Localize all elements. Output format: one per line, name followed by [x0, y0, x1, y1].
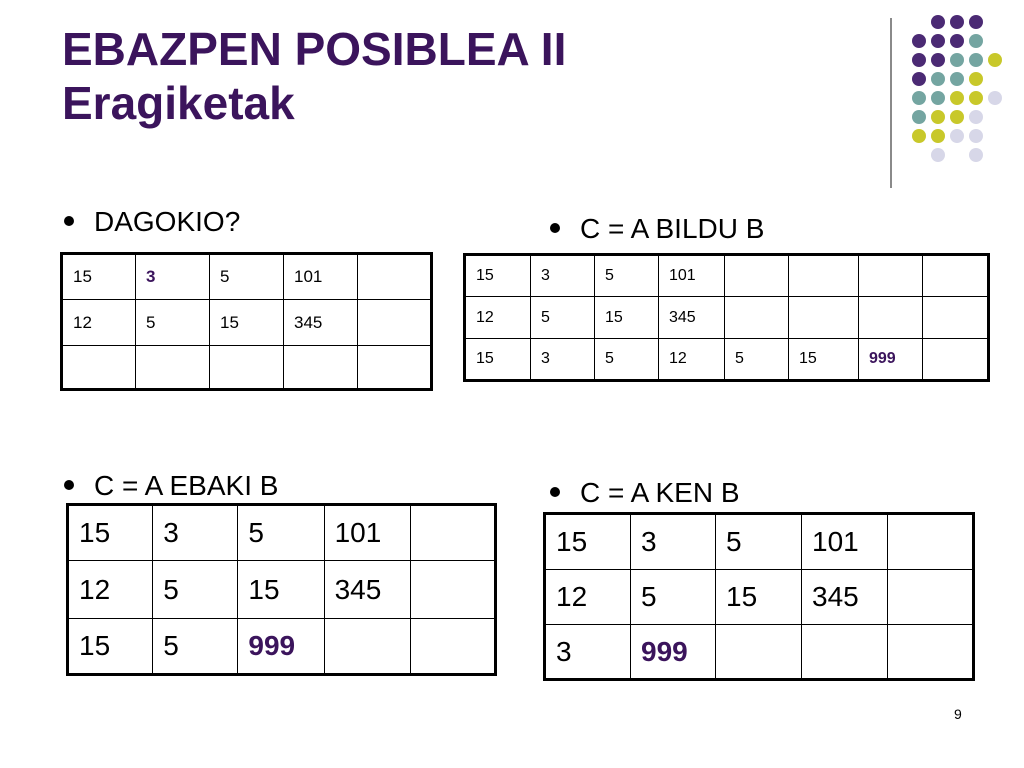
table-cell [789, 297, 859, 339]
decorative-dot [950, 15, 964, 29]
slide-title [62, 22, 566, 130]
table-cell: 15 [545, 514, 631, 570]
table-cell: 345 [284, 300, 358, 346]
table-row [62, 346, 432, 390]
bullet-icon [550, 487, 560, 497]
table-cell: 5 [153, 561, 238, 619]
bullet-icon [64, 480, 74, 490]
decorative-dot [931, 72, 945, 86]
table-cell: 5 [716, 514, 802, 570]
title-line-1: EBAZPEN POSIBLEA II [62, 23, 567, 75]
table-cell [410, 619, 495, 675]
table-cell: 15 [465, 339, 531, 381]
table-cell: 5 [136, 300, 210, 346]
table-cell [358, 300, 432, 346]
table-cell [888, 514, 974, 570]
table-cell: 15 [68, 505, 153, 561]
table-cell: 3 [531, 255, 595, 297]
decorative-dot [931, 34, 945, 48]
bullet-bildu [550, 213, 764, 245]
table-row [545, 514, 974, 570]
decorative-dot [988, 53, 1002, 67]
decorative-dot [969, 15, 983, 29]
decorative-dot [912, 110, 926, 124]
table-ebaki [66, 503, 497, 676]
bullet-dagokio [64, 206, 240, 238]
decorative-dot [988, 91, 1002, 105]
table-cell-highlight: 999 [238, 619, 324, 675]
table-cell: 345 [802, 570, 888, 625]
table-cell [324, 619, 410, 675]
table-cell: 15 [210, 300, 284, 346]
table-row [68, 561, 496, 619]
table-row [465, 255, 989, 297]
table-cell [802, 625, 888, 680]
table-cell [888, 570, 974, 625]
decorative-dot [931, 148, 945, 162]
bullet-icon [550, 223, 560, 233]
decorative-dot [912, 91, 926, 105]
decorative-dot [931, 110, 945, 124]
table-cell: 101 [324, 505, 410, 561]
table-cell [716, 625, 802, 680]
table-cell: 15 [62, 254, 136, 300]
decorative-dot [969, 129, 983, 143]
table-cell: 101 [802, 514, 888, 570]
decorative-dot [931, 129, 945, 143]
table-cell [859, 297, 923, 339]
table-row [545, 625, 974, 680]
table-cell [410, 561, 495, 619]
decorative-dot [912, 53, 926, 67]
table-cell: 5 [595, 339, 659, 381]
table-cell [358, 346, 432, 390]
decorative-dot [969, 91, 983, 105]
table-cell: 5 [238, 505, 324, 561]
bullet-ebaki [64, 470, 278, 502]
table-cell [725, 255, 789, 297]
table-cell: 15 [238, 561, 324, 619]
title-line-2: Eragiketak [62, 77, 295, 129]
table-row [62, 300, 432, 346]
decorative-dot [950, 91, 964, 105]
bullet-dagokio-label: DAGOKIO? [94, 206, 241, 237]
table-ken [543, 512, 975, 681]
table-cell [923, 339, 989, 381]
decorative-dot [969, 110, 983, 124]
table-cell: 12 [68, 561, 153, 619]
table-cell: 345 [324, 561, 410, 619]
table-cell: 345 [659, 297, 725, 339]
bullet-ken [550, 477, 740, 509]
table-row [68, 619, 496, 675]
table-cell: 15 [465, 255, 531, 297]
table-cell: 12 [62, 300, 136, 346]
divider-line [890, 18, 892, 188]
table-cell-highlight: 999 [859, 339, 923, 381]
table-cell [923, 297, 989, 339]
decorative-dot [912, 129, 926, 143]
bullet-bildu-label: C = A BILDU B [580, 213, 765, 244]
decorative-dot [969, 34, 983, 48]
table-row [465, 297, 989, 339]
table-cell: 15 [68, 619, 153, 675]
table-cell: 101 [659, 255, 725, 297]
table-cell: 12 [659, 339, 725, 381]
bullet-ebaki-label: C = A EBAKI B [94, 470, 279, 501]
table-cell-highlight: 3 [136, 254, 210, 300]
decorative-dot [931, 91, 945, 105]
table-cell [859, 255, 923, 297]
table-cell: 101 [284, 254, 358, 300]
table-cell: 12 [545, 570, 631, 625]
table-row [68, 505, 496, 561]
decorative-dot [950, 34, 964, 48]
table-cell: 3 [631, 514, 716, 570]
table-cell-highlight: 999 [631, 625, 716, 680]
table-cell: 5 [531, 297, 595, 339]
table-cell: 3 [545, 625, 631, 680]
table-cell [789, 255, 859, 297]
table-cell: 15 [595, 297, 659, 339]
decorative-dot [969, 148, 983, 162]
table-cell: 3 [531, 339, 595, 381]
bullet-ken-label: C = A KEN B [580, 477, 740, 508]
decorative-dot [912, 34, 926, 48]
table-row [62, 254, 432, 300]
bullet-icon [64, 216, 74, 226]
decorative-dot [912, 72, 926, 86]
table-cell: 3 [153, 505, 238, 561]
decorative-dot [950, 129, 964, 143]
table-cell: 12 [465, 297, 531, 339]
table-cell [210, 346, 284, 390]
table-cell [358, 254, 432, 300]
table-cell [888, 625, 974, 680]
table-dagokio [60, 252, 433, 391]
table-cell: 15 [716, 570, 802, 625]
table-cell [284, 346, 358, 390]
decorative-dot [950, 72, 964, 86]
table-row [465, 339, 989, 381]
table-cell [725, 297, 789, 339]
table-cell: 5 [631, 570, 716, 625]
table-cell [923, 255, 989, 297]
decorative-dot [931, 15, 945, 29]
table-row [545, 570, 974, 625]
page-number: 9 [954, 706, 962, 722]
table-bildu [463, 253, 990, 382]
table-cell: 5 [725, 339, 789, 381]
decorative-dot [969, 72, 983, 86]
table-cell [410, 505, 495, 561]
table-cell: 5 [210, 254, 284, 300]
table-cell [62, 346, 136, 390]
table-cell [136, 346, 210, 390]
decorative-dot [969, 53, 983, 67]
decorative-dot [950, 53, 964, 67]
table-cell: 15 [789, 339, 859, 381]
table-cell: 5 [595, 255, 659, 297]
decorative-dot [950, 110, 964, 124]
table-cell: 5 [153, 619, 238, 675]
decorative-dot [931, 53, 945, 67]
